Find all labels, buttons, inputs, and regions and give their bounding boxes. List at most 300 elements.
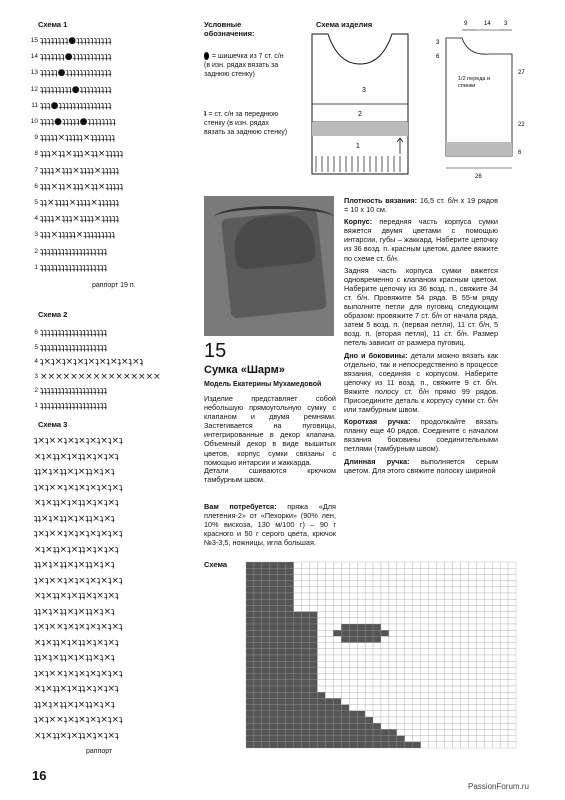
grid-cell <box>460 680 468 686</box>
grid-cell <box>333 698 341 704</box>
grid-cell <box>381 593 389 599</box>
grid-cell <box>246 692 254 698</box>
grid-cell <box>286 636 294 642</box>
grid-cell <box>468 717 476 723</box>
grid-cell <box>452 674 460 680</box>
long-handle-paragraph: Длинная ручка: выполняется серым цветом. Для этого свяжите полоску шириной <box>344 456 498 475</box>
grid-cell <box>468 562 476 568</box>
grid-cell <box>492 742 500 748</box>
schema3-stitch-row: ʇ×ʇ××ʇ×ʇ×ʇ×ʇ×ʇ×ʇ <box>34 575 123 586</box>
grid-cell <box>278 574 286 580</box>
grid-cell <box>302 661 310 667</box>
grid-cell <box>460 612 468 618</box>
grid-cell <box>437 636 445 642</box>
grid-cell <box>460 736 468 742</box>
grid-cell <box>294 729 302 735</box>
grid-cell <box>357 624 365 630</box>
grid-cell <box>381 581 389 587</box>
grid-cell <box>452 636 460 642</box>
grid-cell <box>333 729 341 735</box>
schema2-chart <box>24 328 194 418</box>
schema2-title: Схема 2 <box>38 310 68 319</box>
grid-cell <box>349 587 357 593</box>
grid-cell <box>373 643 381 649</box>
grid-cell <box>468 605 476 611</box>
grid-cell <box>476 698 484 704</box>
grid-cell <box>492 667 500 673</box>
grid-cell <box>437 649 445 655</box>
grid-cell <box>476 742 484 748</box>
grid-cell <box>381 643 389 649</box>
grid-cell <box>246 587 254 593</box>
grid-cell <box>341 717 349 723</box>
grid-cell <box>460 717 468 723</box>
grid-cell <box>500 599 508 605</box>
grid-cell <box>429 562 437 568</box>
grid-cell <box>349 599 357 605</box>
grid-cell <box>286 643 294 649</box>
grid-cell <box>484 736 492 742</box>
grid-cell <box>452 643 460 649</box>
grid-cell <box>389 587 397 593</box>
grid-cell <box>500 649 508 655</box>
schema2-row-number: 5 <box>34 343 38 351</box>
grid-cell <box>508 729 516 735</box>
grid-cell <box>270 736 278 742</box>
grid-cell <box>246 593 254 599</box>
grid-cell <box>262 686 270 692</box>
grid-cell <box>484 636 492 642</box>
grid-cell <box>254 655 262 661</box>
grid-cell <box>333 674 341 680</box>
grid-cell <box>389 729 397 735</box>
grid-cell <box>246 612 254 618</box>
grid-cell <box>492 574 500 580</box>
grid-cell <box>500 717 508 723</box>
grid-cell <box>484 705 492 711</box>
grid-cell <box>460 618 468 624</box>
grid-cell <box>325 636 333 642</box>
grid-cell <box>460 568 468 574</box>
grid-cell <box>349 612 357 618</box>
grid-cell <box>389 630 397 636</box>
grid-cell <box>317 655 325 661</box>
grid-cell <box>325 674 333 680</box>
grid-cell <box>246 674 254 680</box>
grid-cell <box>492 630 500 636</box>
grid-cell <box>262 605 270 611</box>
grid-cell <box>325 618 333 624</box>
grid-cell <box>389 705 397 711</box>
grid-cell <box>317 568 325 574</box>
grid-cell <box>460 605 468 611</box>
grid-cell <box>460 667 468 673</box>
grid-cell <box>262 661 270 667</box>
grid-cell <box>437 680 445 686</box>
schema3-chart <box>34 436 194 746</box>
grid-cell <box>508 661 516 667</box>
grid-cell <box>413 568 421 574</box>
grid-cell <box>405 742 413 748</box>
grid-cell <box>341 698 349 704</box>
bag-photo <box>204 196 334 336</box>
grid-cell <box>397 587 405 593</box>
grid-cell <box>294 736 302 742</box>
grid-cell <box>397 630 405 636</box>
grid-cell <box>476 736 484 742</box>
grid-cell <box>429 655 437 661</box>
grid-cell <box>270 612 278 618</box>
grid-cell <box>421 736 429 742</box>
grid-cell <box>286 649 294 655</box>
grid-cell <box>246 698 254 704</box>
grid-cell <box>476 568 484 574</box>
grid-cell <box>325 655 333 661</box>
grid-cell <box>484 717 492 723</box>
grid-cell <box>397 624 405 630</box>
grid-cell <box>373 661 381 667</box>
grid-cell <box>365 581 373 587</box>
grid-cell <box>429 729 437 735</box>
grid-cell <box>357 593 365 599</box>
grid-cell <box>468 674 476 680</box>
grid-cell <box>349 643 357 649</box>
grid-cell <box>317 717 325 723</box>
grid-cell <box>278 587 286 593</box>
grid-cell <box>357 692 365 698</box>
grid-cell <box>381 711 389 717</box>
grid-cell <box>302 612 310 618</box>
grid-cell <box>317 636 325 642</box>
grid-cell <box>484 587 492 593</box>
grid-cell <box>437 705 445 711</box>
grid-cell <box>270 686 278 692</box>
grid-cell <box>476 574 484 580</box>
grid-cell <box>437 581 445 587</box>
grid-cell <box>413 636 421 642</box>
grid-cell <box>270 717 278 723</box>
grid-cell <box>246 649 254 655</box>
grid-cell <box>484 692 492 698</box>
grid-cell <box>286 618 294 624</box>
grid-cell <box>429 649 437 655</box>
grid-cell <box>310 723 318 729</box>
grid-cell <box>468 692 476 698</box>
grid-cell <box>294 587 302 593</box>
grid-cell <box>429 630 437 636</box>
grid-cell <box>437 612 445 618</box>
grid-cell <box>381 624 389 630</box>
grid-cell <box>389 655 397 661</box>
grid-cell <box>492 686 500 692</box>
grid-cell <box>421 717 429 723</box>
grid-cell <box>500 562 508 568</box>
grid-cell <box>476 624 484 630</box>
grid-cell <box>302 674 310 680</box>
schema3-stitch-row: ʇ×ʇ××ʇ×ʇ×ʇ×ʇ×ʇ×ʇ <box>34 482 123 493</box>
grid-cell <box>365 711 373 717</box>
grid-cell <box>476 618 484 624</box>
grid-cell <box>492 661 500 667</box>
grid-cell <box>389 717 397 723</box>
grid-cell <box>445 736 453 742</box>
grid-cell <box>452 686 460 692</box>
legend-item-bobble: = шишечка из 7 ст. с/н (в изн. рядах вязать за заднюю стенку) <box>204 53 284 78</box>
schema1-row-number: 9 <box>34 134 38 142</box>
dim-top-2: 14 <box>484 21 491 27</box>
materials-block <box>204 502 336 547</box>
grid-cell <box>437 717 445 723</box>
grid-cell <box>333 612 341 618</box>
grid-cell <box>429 686 437 692</box>
grid-cell <box>381 680 389 686</box>
grid-cell <box>373 593 381 599</box>
grid-cell <box>476 705 484 711</box>
grid-cell <box>389 643 397 649</box>
grid-cell <box>476 587 484 593</box>
grid-cell <box>310 717 318 723</box>
grid-cell <box>278 593 286 599</box>
schema1-repeat-label: раппорт 19 п. <box>92 282 136 289</box>
schema1-stitch-row: ʇʇʇ●ʇʇʇʇʇʇʇʇʇʇʇʇʇʇʇ <box>40 100 112 111</box>
grid-cell <box>484 698 492 704</box>
grid-cell <box>270 605 278 611</box>
grid-cell <box>373 599 381 605</box>
grid-cell <box>460 729 468 735</box>
grid-cell <box>262 612 270 618</box>
grid-cell <box>254 587 262 593</box>
grid-cell <box>294 655 302 661</box>
grid-cell <box>373 729 381 735</box>
grid-cell <box>310 667 318 673</box>
grid-cell <box>421 661 429 667</box>
grid-cell <box>413 593 421 599</box>
schema1-row-number: 13 <box>30 69 38 77</box>
grid-cell <box>484 593 492 599</box>
grid-cell <box>365 649 373 655</box>
grid-cell <box>286 661 294 667</box>
grid-cell <box>373 605 381 611</box>
grid-cell <box>476 717 484 723</box>
grid-cell <box>246 661 254 667</box>
grid-cell <box>413 655 421 661</box>
grid-cell <box>270 618 278 624</box>
grid-cell <box>317 692 325 698</box>
grid-cell <box>302 630 310 636</box>
grid-cell <box>270 729 278 735</box>
grid-cell <box>468 593 476 599</box>
grid-cell <box>445 698 453 704</box>
grid-cell <box>286 630 294 636</box>
grid-cell <box>365 574 373 580</box>
grid-cell <box>333 736 341 742</box>
grid-cell <box>341 692 349 698</box>
grid-cell <box>452 562 460 568</box>
grid-cell <box>270 723 278 729</box>
grid-cell <box>262 742 270 748</box>
grid-cell <box>484 649 492 655</box>
grid-cell <box>365 587 373 593</box>
grid-cell <box>397 686 405 692</box>
grid-cell <box>270 680 278 686</box>
grid-cell <box>405 605 413 611</box>
grid-cell <box>452 655 460 661</box>
grid-cell <box>373 649 381 655</box>
grid-cell <box>508 630 516 636</box>
grid-cell <box>492 729 500 735</box>
grid-cell <box>341 581 349 587</box>
grid-cell <box>341 568 349 574</box>
grid-cell <box>460 649 468 655</box>
schema3-stitch-row: ʇ×ʇ××ʇ×ʇ×ʇ×ʇ×ʇ×ʇ <box>34 668 123 679</box>
grid-cell <box>310 630 318 636</box>
dim-left-2: 6 <box>436 54 440 60</box>
grid-cell <box>437 736 445 742</box>
grid-cell <box>341 723 349 729</box>
grid-cell <box>492 698 500 704</box>
grid-cell <box>317 686 325 692</box>
grid-cell <box>270 661 278 667</box>
grid-cell <box>246 736 254 742</box>
grid-cell <box>492 717 500 723</box>
grid-cell <box>341 618 349 624</box>
grid-cell <box>373 562 381 568</box>
body-paragraph: Корпус: передняя часть корпуса сумки вяжется двумя цветами с помощью интарсии, губы – жаккард. Наберите цепочку из 36 возд. п. красным цветом, далее вяжите по схеме ст. б/н. <box>344 217 498 263</box>
grid-cell <box>421 593 429 599</box>
grid-cell <box>381 562 389 568</box>
grid-cell <box>437 742 445 748</box>
grid-cell <box>341 686 349 692</box>
schema1-row-number: 1 <box>34 263 38 271</box>
grid-cell <box>302 574 310 580</box>
grid-cell <box>262 581 270 587</box>
schema3-stitch-row: ×ʇ×ʇʇ×ʇ×ʇʇ×ʇ×ʇ×ʇ <box>34 591 119 601</box>
grid-cell <box>373 686 381 692</box>
grid-cell <box>397 618 405 624</box>
grid-cell <box>365 692 373 698</box>
grid-cell <box>484 562 492 568</box>
grid-cell <box>357 736 365 742</box>
grid-cell <box>278 698 286 704</box>
grid-cell <box>278 729 286 735</box>
grid-cell <box>286 605 294 611</box>
grid-cell <box>500 711 508 717</box>
grid-cell <box>468 686 476 692</box>
grid-cell <box>341 680 349 686</box>
grid-cell <box>286 674 294 680</box>
grid-cell <box>310 729 318 735</box>
grid-cell <box>365 605 373 611</box>
grid-cell <box>365 723 373 729</box>
grid-cell <box>405 574 413 580</box>
dim-right-2: 22 <box>518 122 525 128</box>
grid-cell <box>246 711 254 717</box>
grid-cell <box>508 680 516 686</box>
grid-cell <box>333 630 341 636</box>
grid-cell <box>508 717 516 723</box>
grid-cell <box>397 674 405 680</box>
grid-cell <box>302 692 310 698</box>
schema3-title: Схема 3 <box>38 420 68 429</box>
grid-cell <box>262 574 270 580</box>
grid-cell <box>492 711 500 717</box>
grid-cell <box>492 624 500 630</box>
grid-cell <box>310 698 318 704</box>
grid-cell <box>484 581 492 587</box>
grid-cell <box>397 717 405 723</box>
grid-cell <box>397 636 405 642</box>
dim-right-1: 27 <box>518 70 525 76</box>
schema1-row-number: 5 <box>34 199 38 206</box>
grid-cell <box>365 680 373 686</box>
grid-cell <box>397 581 405 587</box>
grid-cell <box>310 643 318 649</box>
grid-cell <box>310 711 318 717</box>
grid-cell <box>405 692 413 698</box>
grid-cell <box>484 661 492 667</box>
grid-cell <box>310 581 318 587</box>
grid-cell <box>508 605 516 611</box>
grid-cell <box>381 612 389 618</box>
grid-cell <box>286 574 294 580</box>
grid-cell <box>373 674 381 680</box>
grid-cell <box>262 649 270 655</box>
grid-cell <box>325 630 333 636</box>
schema1-stitch-row: ʇʇʇ×ʇʇ×ʇʇʇ×ʇʇ×ʇʇʇʇʇ <box>40 181 124 192</box>
grid-cell <box>349 698 357 704</box>
grid-cell <box>278 605 286 611</box>
grid-cell <box>333 587 341 593</box>
grid-cell <box>254 729 262 735</box>
grid-cell <box>381 736 389 742</box>
grid-cell <box>508 618 516 624</box>
grid-cell <box>254 680 262 686</box>
grid-cell <box>484 742 492 748</box>
grid-cell <box>492 723 500 729</box>
grid-cell <box>445 729 453 735</box>
grid-cell <box>500 736 508 742</box>
grid-cell <box>389 686 397 692</box>
grid-cell <box>389 649 397 655</box>
grid-cell <box>246 723 254 729</box>
grid-cell <box>286 692 294 698</box>
grid-cell <box>341 729 349 735</box>
project-number: 15 <box>204 340 227 362</box>
grid-cell <box>310 686 318 692</box>
grid-cell <box>278 636 286 642</box>
grid-cell <box>365 674 373 680</box>
grid-cell <box>492 680 500 686</box>
grid-cell <box>468 649 476 655</box>
grid-cell <box>310 587 318 593</box>
grid-cell <box>397 705 405 711</box>
grid-cell <box>270 593 278 599</box>
grid-cell <box>373 698 381 704</box>
grid-cell <box>317 729 325 735</box>
grid-cell <box>413 680 421 686</box>
grid-cell <box>333 717 341 723</box>
grid-cell <box>437 686 445 692</box>
grid-cell <box>270 742 278 748</box>
grid-cell <box>500 643 508 649</box>
grid-cell <box>349 630 357 636</box>
grid-cell <box>294 717 302 723</box>
grid-cell <box>254 605 262 611</box>
grid-cell <box>270 711 278 717</box>
grid-cell <box>413 729 421 735</box>
grid-cell <box>405 698 413 704</box>
grid-cell <box>254 562 262 568</box>
